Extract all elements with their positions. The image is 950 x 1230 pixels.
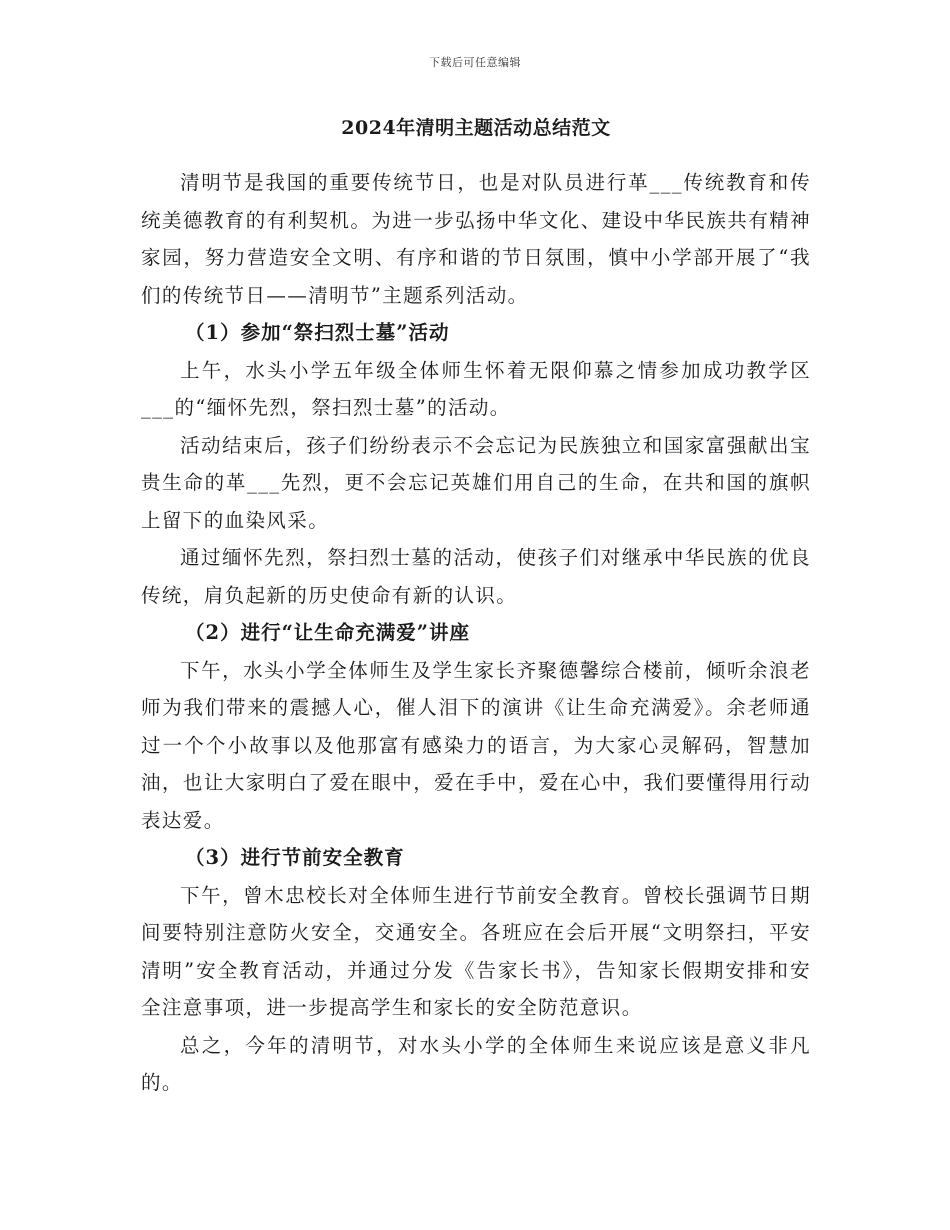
section-paragraph: 下午，水头小学全体师生及学生家长齐聚德馨综合楼前，倾听余浪老师为我们带来的震撼人心，催人泪下的演讲《让生命充满爱》。余老师通过一个个小故事以及他那富有感染力的语言，为大家心灵解码，智慧加油，也让大家明白了爱在眼中，爱在手中，爱在心中，我们要懂得用行动表达爱。 [141,658,811,832]
intro-paragraph: 清明节是我国的重要传统节日，也是对队员进行革___传统教育和传统美德教育的有利契机。为进一步弘扬中华文化、建设中华民族共有精神家园，努力营造安全文明、有序和谐的节日氛围，慎中小学部开展了“我们的传统节日——清明节”主题系列活动。 [141,171,811,307]
conclusion-paragraph: 总之，今年的清明节，对水头小学的全体师生来说应该是意义非凡的。 [141,1033,811,1094]
section-3 [141,839,811,1102]
section-paragraph: 下午，曾木忠校长对全体师生进行节前安全教育。曾校长强调节日期间要特别注意防火安全，交通安全。各班应在会后开展“文明祭扫，平安清明”安全教育活动，并通过分发《告家长书》，告知家长假期安排和安全注意事项，进一步提高学生和家长的安全防范意识。 [141,883,811,1019]
section-1 [141,314,811,614]
section-heading: （2）进行“让生命充满爱”讲座 [185,621,471,644]
document-body [141,112,811,1102]
section-heading: （3）进行节前安全教育 [185,846,405,869]
section-paragraph: 上午，水头小学五年级全体师生怀着无限仰慕之情参加成功教学区___的“缅怀先烈，祭扫烈士墓”的活动。 [141,358,811,419]
header-note: 下载后可任意编辑 [429,56,521,69]
document-title: 2024年清明主题活动总结范文 [341,117,611,139]
section-paragraph: 通过缅怀先烈，祭扫烈士墓的活动，使孩子们对继承中华民族的优良传统，肩负起新的历史使命有新的认识。 [141,546,811,607]
section-2 [141,614,811,839]
section-paragraph: 活动结束后，孩子们纷纷表示不会忘记为民族独立和国家富强献出宝贵生命的革___先烈，更不会忘记英雄们用自己的生命，在共和国的旗帜上留下的血染风采。 [141,433,811,532]
section-heading: （1）参加“祭扫烈士墓”活动 [185,321,450,344]
